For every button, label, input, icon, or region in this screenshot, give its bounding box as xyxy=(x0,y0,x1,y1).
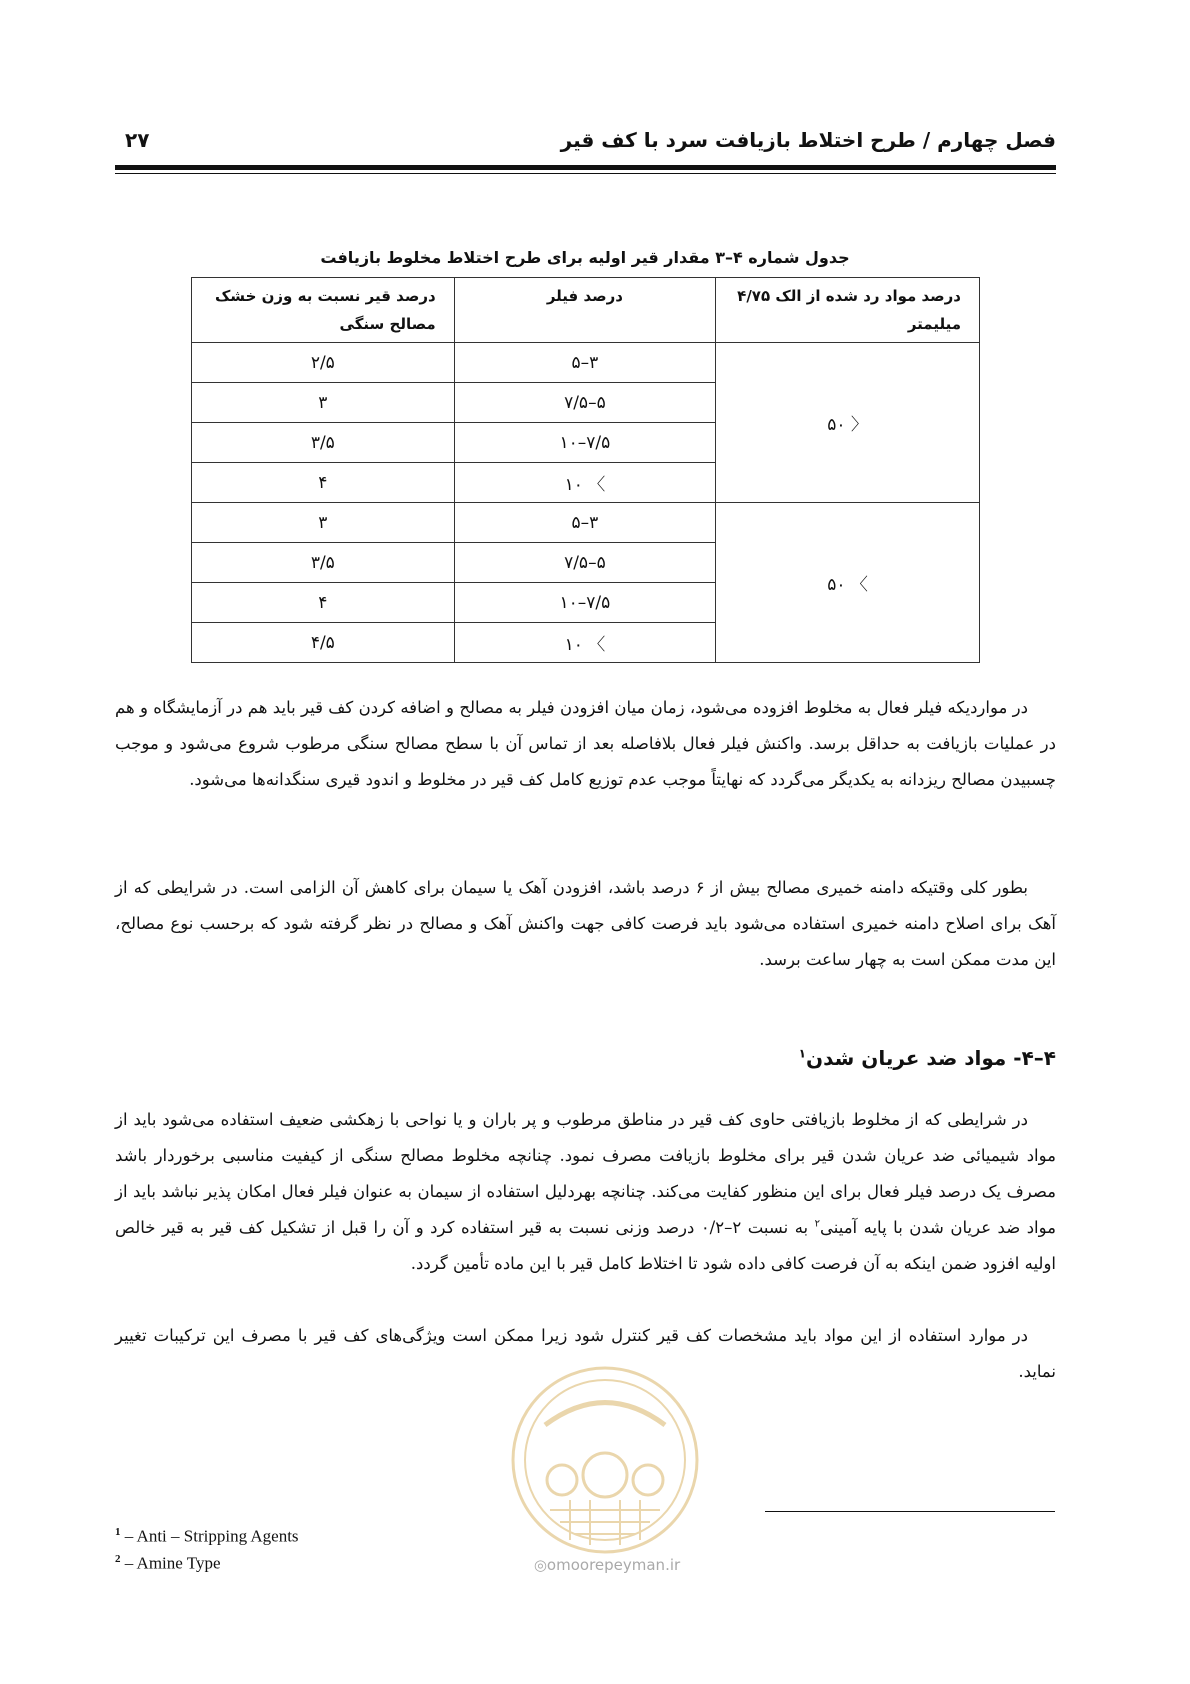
bitumen-cell: ۴/۵ xyxy=(192,623,455,663)
header-rule-thin xyxy=(115,173,1056,174)
footnote-1: $^1$ – Anti – Stripping Agents xyxy=(115,1526,299,1546)
chapter-title: فصل چهارم / طرح اختلاط بازیافت سرد با کف قیر xyxy=(560,128,1056,152)
filler-cell: ۷/۵–۱۰ xyxy=(454,423,716,463)
page-header xyxy=(115,128,1056,160)
filler-cell: ۵–۷/۵ xyxy=(454,543,716,583)
header-filler: درصد فیلر xyxy=(454,278,716,343)
paragraph-anti-stripping-part-2: به نسبت ۲–۰/۲ درصد وزنی نسبت به قیر استفاده کرد و آن را قبل از تشکیل کف قیر به قیر خالص اولیه افزود ضمن اینکه به آن فرصت کافی داده شود تا اختلاط کامل قیر با این ماده تأمین گردد. xyxy=(115,1218,1056,1273)
bitumen-content-table xyxy=(191,277,980,663)
filler-cell: ۳–۵ xyxy=(454,343,716,383)
filler-cell: 〉 ۱۰ xyxy=(454,623,716,663)
paragraph-usage: در موارد استفاده از این مواد باید مشخصات کف قیر کنترل شود زیرا ممکن است ویژگی‌های کف قیر با مصرف این ترکیبات تغییر نماید. xyxy=(115,1326,1056,1381)
bitumen-cell: ۳/۵ xyxy=(192,423,455,463)
table-row xyxy=(192,503,980,543)
paragraph-anti-stripping-part-1: در شرایطی که از مخلوط بازیافتی حاوی کف قیر در مناطق مرطوب و پر باران و یا نواحی با زهکشی ضعیف استفاده می‌شود باید از مواد شیمیائی ضد عریان شدن قیر برای مخلوط بازیافت مصرف نمود. چنانچه مخلوط مصالح سنگی از کیفیت مناسبی برخوردار باشد مصرف یک درصد فیلر فعال برای این منظور کفایت می‌کند. چنانچه بهردلیل استفاده از سیمان به عنوان فیلر فعال امکان پذیر نباشد باید از مواد ضد عریان شدن با پایه آمینی xyxy=(115,1110,1056,1237)
bitumen-cell: ۴ xyxy=(192,583,455,623)
footnote-marker-2: ۲ xyxy=(814,1218,820,1230)
section-footnote-marker: ۱ xyxy=(798,1046,806,1061)
header-rule-thick xyxy=(115,165,1056,170)
bitumen-cell: ۳/۵ xyxy=(192,543,455,583)
filler-cell: ۷/۵–۱۰ xyxy=(454,583,716,623)
table-caption: جدول شماره ۴–۳ مقدار قیر اولیه برای طرح اختلاط مخلوط بازیافت xyxy=(320,248,850,267)
bitumen-cell: ۴ xyxy=(192,463,455,503)
header-passing: درصد مواد رد شده از الک ۴/۷۵ میلیمتر xyxy=(716,278,980,343)
table-header-row xyxy=(192,278,980,343)
filler-cell: ۳–۵ xyxy=(454,503,716,543)
section-heading xyxy=(115,1046,1056,1070)
paragraph-anti-stripping xyxy=(115,1102,1056,1282)
passing-cell: 〉 ۵۰ xyxy=(716,503,980,663)
footnote-2: $^2$ – Amine Type xyxy=(115,1552,221,1573)
footnotes xyxy=(115,1521,299,1574)
header-bitumen: درصد قیر نسبت به وزن خشک مصالح سنگی xyxy=(192,278,455,343)
page-number: ۲۷ xyxy=(125,128,150,152)
paragraph-plasticity: بطور کلی وقتیکه دامنه خمیری مصالح بیش از ۶ درصد باشد، افزودن آهک یا سیمان برای کاهش آن الزامی است. در شرایطی که از آهک برای اصلاح دامنه خمیری استفاده می‌شود باید فرصت کافی جهت واکنش آهک و مصالح در نظر گرفته شود که برحسب نوع مصالح، این مدت ممکن است به چهار ساعت برسد. xyxy=(115,878,1056,969)
watermark-url: ◎omoorepeyman.ir xyxy=(533,1556,681,1574)
table-row xyxy=(192,343,980,383)
filler-cell: ۵–۷/۵ xyxy=(454,383,716,423)
paragraph-active-filler: در مواردیکه فیلر فعال به مخلوط افزوده می‌شود، زمان میان افزودن فیلر به مصالح و اضافه کردن کف قیر باید هم در آزمایشگاه و هم در عملیات بازیافت به حداقل برسد. واکنش فیلر فعال بلافاصله بعد از تماس آن با سطح مصالح سنگی مرطوب شروع می‌شود و موجب چسبیدن مصالح ریزدانه به یکدیگر می‌گردد که نهایتاً موجب عدم توزیع کامل کف قیر در مخلوط و اندود قیری سنگدانه‌ها می‌شود. xyxy=(115,698,1056,789)
passing-cell: 〈 ۵۰ xyxy=(716,343,980,503)
section-heading-text: ۴–۴- مواد ضد عریان شدن xyxy=(806,1046,1056,1070)
footnote-separator xyxy=(765,1511,1055,1512)
filler-cell: 〉 ۱۰ xyxy=(454,463,716,503)
bitumen-cell: ۳ xyxy=(192,503,455,543)
bitumen-cell: ۲/۵ xyxy=(192,343,455,383)
bitumen-cell: ۳ xyxy=(192,383,455,423)
